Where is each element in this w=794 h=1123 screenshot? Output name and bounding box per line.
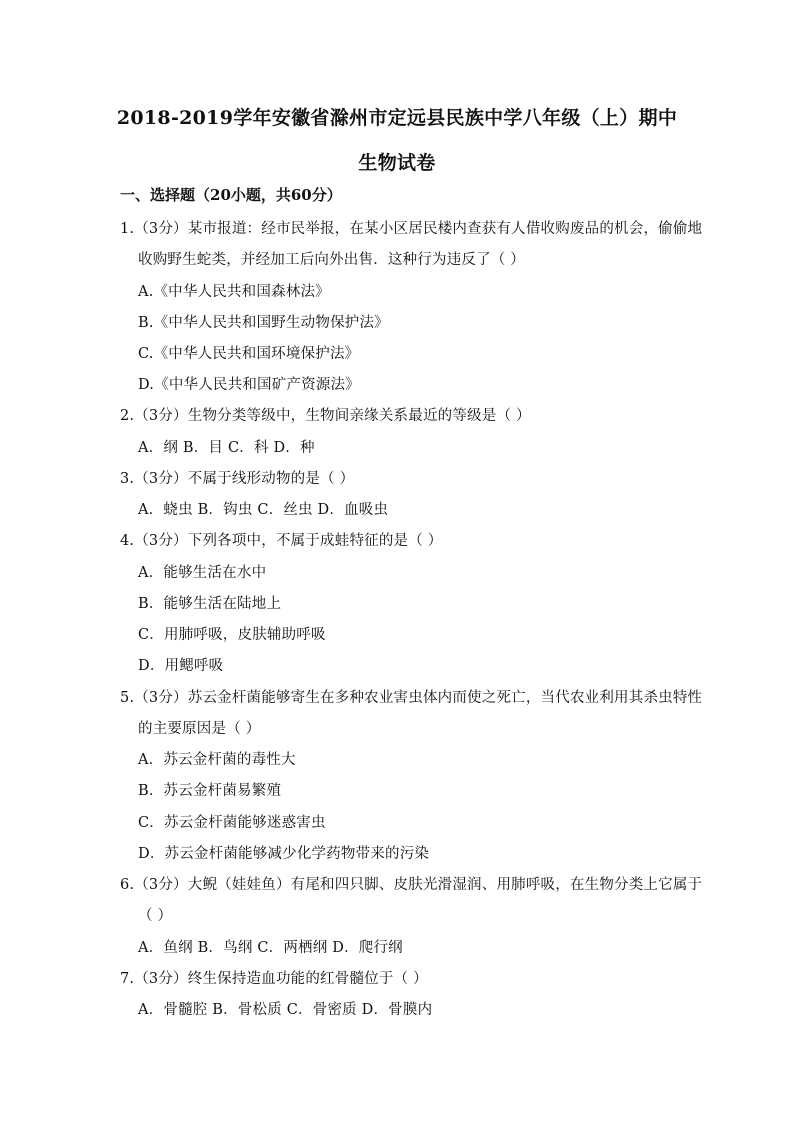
question-1-option-a: A.《中华人民共和国森林法》 [138, 284, 330, 300]
question-1-option-b: B.《中华人民共和国野生动物保护法》 [138, 315, 389, 331]
question-6-stem-line-1: 6.（3分）大鲵（娃娃鱼）有尾和四只脚、皮肤光滑湿润、用肺呼吸，在生物分类上它属于 [120, 877, 703, 893]
question-6-options: A．鱼纲 B．鸟纲 C．两栖纲 D．爬行纲 [138, 940, 403, 956]
section-heading: 一、选择题（20小题，共60分） [120, 186, 342, 204]
question-6-stem-line-2: （ ） [138, 908, 173, 924]
question-1-option-d: D.《中华人民共和国矿产资源法》 [138, 377, 360, 393]
question-4-option-a: A．能够生活在水中 [138, 565, 267, 581]
question-5-stem-line-1: 5.（3分）苏云金杆菌能够寄生在多种农业害虫体内而使之死亡，当代农业利用其杀虫特性 [120, 690, 703, 706]
question-3-options: A．蛲虫 B．钩虫 C．丝虫 D．血吸虫 [138, 502, 389, 518]
question-5-option-c: C．苏云金杆菌能够迷惑害虫 [138, 815, 326, 831]
question-1-option-c: C.《中华人民共和国环境保护法》 [138, 346, 360, 362]
question-5-option-b: B．苏云金杆菌易繁殖 [138, 783, 282, 799]
question-1-stem-line-1: 1.（3分）某市报道：经市民举报，在某小区居民楼内查获有人借收购废品的机会，偷偷地 [120, 221, 703, 237]
question-4-stem: 4.（3分）下列各项中，不属于成蛙特征的是（ ） [120, 533, 443, 549]
question-3-stem: 3.（3分）不属于线形动物的是（ ） [120, 471, 355, 487]
question-5-option-d: D．苏云金杆菌能够减少化学药物带来的污染 [138, 846, 430, 862]
question-7-stem: 7.（3分）终生保持造血功能的红骨髓位于（ ） [120, 971, 428, 987]
question-7-options: A．骨髓腔 B．骨松质 C．骨密质 D．骨膜内 [138, 1002, 433, 1018]
question-1-stem-line-2: 收购野生蛇类，并经加工后向外出售．这种行为违反了（ ） [138, 252, 526, 268]
question-4-option-d: D．用鳃呼吸 [138, 658, 224, 674]
question-4-option-b: B．能够生活在陆地上 [138, 596, 282, 612]
question-2-options: A．纲 B．目 C．科 D．种 [138, 440, 315, 456]
question-4-option-c: C．用肺呼吸，皮肤辅助呼吸 [138, 627, 326, 643]
question-2-stem: 2.（3分）生物分类等级中，生物间亲缘关系最近的等级是（ ） [120, 408, 531, 424]
page-title: 2018-2019学年安徽省滁州市定远县民族中学八年级（上）期中 [116, 107, 678, 129]
question-5-stem-line-2: 的主要原因是（ ） [138, 721, 261, 737]
page-subtitle: 生物试卷 [358, 152, 436, 174]
question-5-option-a: A．苏云金杆菌的毒性大 [138, 752, 296, 768]
